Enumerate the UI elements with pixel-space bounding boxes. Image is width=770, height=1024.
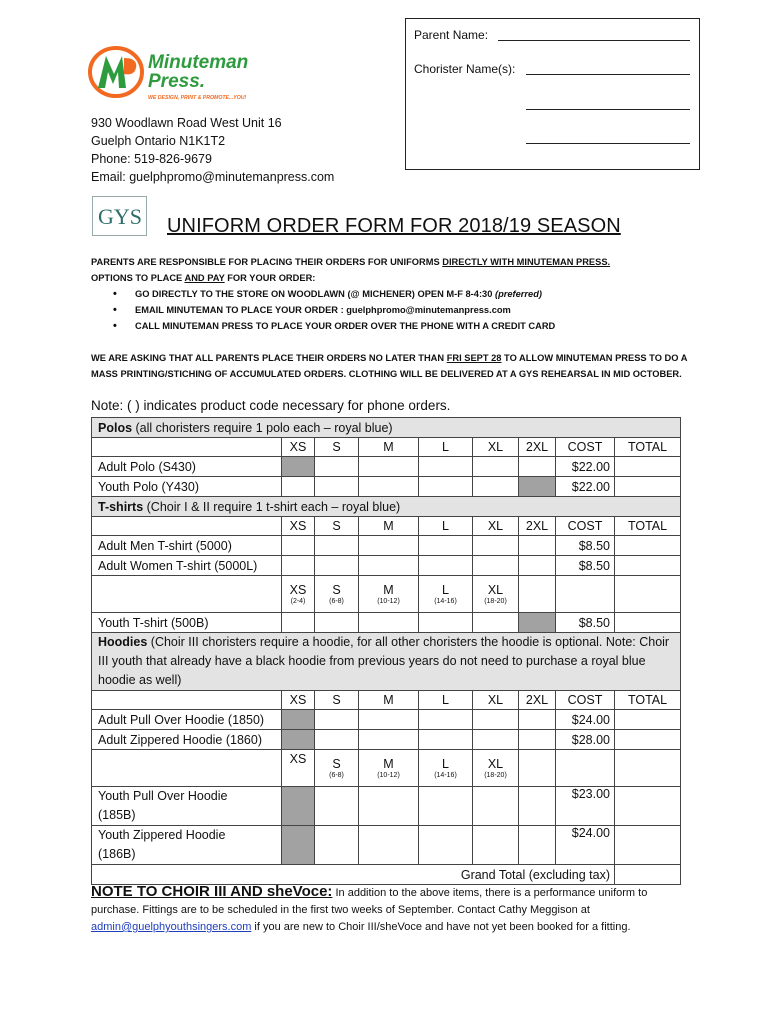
table-cell: M	[359, 517, 419, 536]
table-cell	[519, 750, 556, 787]
chorister-names-label: Chorister Name(s):	[414, 62, 516, 76]
table-cell[interactable]	[615, 710, 681, 730]
option-email: • EMAIL MINUTEMAN TO PLACE YOUR ORDER : guelphpromo@minutemanpress.com	[135, 302, 691, 318]
table-cell: Adult Pull Over Hoodie (1850)	[92, 710, 282, 730]
table-cell[interactable]	[359, 730, 419, 750]
table-cell: Youth Polo (Y430)	[92, 477, 282, 497]
table-cell[interactable]	[419, 457, 473, 477]
table-cell[interactable]	[519, 730, 556, 750]
table-cell: TOTAL	[615, 438, 681, 457]
text: OPTIONS TO PLACE	[91, 273, 185, 283]
table-cell[interactable]	[615, 826, 681, 865]
page-title: UNIFORM ORDER FORM FOR 2018/19 SEASON	[167, 215, 621, 237]
table-cell: $22.00	[556, 457, 615, 477]
qty-cell-disabled	[282, 730, 315, 750]
polos-size-header	[92, 438, 681, 457]
table-cell: M	[359, 691, 419, 710]
parent-name-field[interactable]	[498, 28, 690, 41]
qty-cell-disabled	[282, 710, 315, 730]
minuteman-press-logo	[88, 44, 288, 102]
text: GO DIRECTLY TO THE STORE ON WOODLAWN (@ MICHENER) OPEN M-F 8-4:30	[135, 289, 495, 299]
table-cell[interactable]	[315, 556, 359, 576]
text: if you are new to Choir III/sheVoce and have not yet been booked for a fitting.	[251, 921, 631, 933]
contact-email-link[interactable]: admin@guelphyouthsingers.com	[91, 921, 252, 933]
text: AND PAY	[184, 273, 225, 283]
table-cell: $22.00	[556, 477, 615, 497]
table-cell[interactable]	[315, 710, 359, 730]
qty-cell-disabled	[519, 613, 556, 633]
table-cell[interactable]	[473, 787, 519, 826]
text: WE ARE ASKING THAT ALL PARENTS PLACE THEIR ORDERS NO LATER THAN	[91, 353, 447, 363]
table-cell[interactable]	[315, 613, 359, 633]
deadline-notice	[91, 350, 691, 382]
text: FRI SEPT 28	[446, 353, 502, 363]
table-cell[interactable]	[359, 556, 419, 576]
choir-iii-note	[91, 883, 691, 936]
table-cell: $24.00	[556, 710, 615, 730]
table-cell: Adult Polo (S430)	[92, 457, 282, 477]
table-cell: $8.50	[556, 536, 615, 556]
table-cell: S (6-8)	[315, 576, 359, 613]
text: In addition to the above items, there is a performance uniform to purchase. Fittings are to be scheduled in the first two weeks of September. Contact Cathy Meggison at	[91, 887, 648, 916]
table-cell: M (10-12)	[359, 576, 419, 613]
chorister-name-field-1[interactable]	[526, 62, 690, 75]
table-cell[interactable]	[615, 477, 681, 497]
parent-name-label: Parent Name:	[414, 28, 489, 42]
ordering-instructions	[91, 254, 691, 334]
table-cell: XS	[282, 517, 315, 536]
table-cell[interactable]	[419, 556, 473, 576]
table-cell[interactable]	[282, 556, 315, 576]
table-cell: XL (18-20)	[473, 576, 519, 613]
table-cell[interactable]	[615, 556, 681, 576]
table-cell[interactable]	[419, 787, 473, 826]
table-cell[interactable]	[282, 613, 315, 633]
table-cell[interactable]	[473, 477, 519, 497]
table-cell: Hoodies (Choir III choristers require a hoodie, for all other choristers the hoodie is optional. Note: Choir III youth that already have a black hoodie from previous years do not need to purchase a royal blue hoodie as well)	[92, 633, 681, 691]
table-cell: TOTAL	[615, 517, 681, 536]
table-cell	[615, 750, 681, 787]
hoodies-size-header	[92, 691, 681, 710]
table-cell[interactable]	[519, 556, 556, 576]
text: Press.	[148, 71, 206, 92]
grand-total-label: Grand Total (excluding tax)	[92, 865, 615, 885]
table-cell: TOTAL	[615, 691, 681, 710]
table-cell: XS (2-4)	[282, 576, 315, 613]
qty-cell-disabled	[282, 457, 315, 477]
youth-tshirt-size-header	[92, 576, 681, 613]
table-cell: L (14-16)	[419, 750, 473, 787]
chorister-name-field-2[interactable]	[526, 97, 690, 110]
table-cell: XL (18-20)	[473, 750, 519, 787]
table-cell: L (14-16)	[419, 576, 473, 613]
table-cell[interactable]	[315, 787, 359, 826]
text: WE DESIGN, PRINT & PROMOTE...YOU!	[148, 95, 247, 101]
product-code-note: Note: ( ) indicates product code necessary for phone orders.	[91, 398, 451, 413]
store-email: Email: guelphpromo@minutemanpress.com	[91, 170, 335, 184]
table-cell[interactable]	[419, 826, 473, 865]
option-store	[135, 286, 691, 302]
text: GYS	[98, 204, 143, 229]
table-row	[92, 730, 681, 750]
option-phone: • CALL MINUTEMAN PRESS TO PLACE YOUR ORDER OVER THE PHONE WITH A CREDIT CARD	[135, 318, 691, 334]
table-cell[interactable]	[315, 536, 359, 556]
table-cell: COST	[556, 438, 615, 457]
table-cell[interactable]	[359, 477, 419, 497]
youth-hoodie-size-header	[92, 750, 681, 787]
table-cell[interactable]	[473, 536, 519, 556]
table-cell: S	[315, 691, 359, 710]
table-cell: L	[419, 517, 473, 536]
parent-info-box	[405, 18, 700, 170]
table-cell: Youth T-shirt (500B)	[92, 613, 282, 633]
table-cell: COST	[556, 691, 615, 710]
table-cell[interactable]	[473, 710, 519, 730]
table-cell[interactable]	[615, 613, 681, 633]
table-cell[interactable]	[419, 710, 473, 730]
store-address	[91, 114, 334, 186]
table-cell[interactable]	[519, 457, 556, 477]
table-cell: S (6-8)	[315, 750, 359, 787]
text: (preferred)	[494, 289, 542, 299]
table-cell: 2XL	[519, 438, 556, 457]
qty-cell-disabled	[282, 787, 315, 826]
choir-note-heading: NOTE TO CHOIR III AND sheVoce:	[91, 883, 333, 900]
table-cell: $28.00	[556, 730, 615, 750]
table-cell[interactable]	[615, 730, 681, 750]
table-cell[interactable]	[519, 826, 556, 865]
table-cell[interactable]	[615, 787, 681, 826]
text: Minuteman	[148, 52, 249, 73]
table-cell	[615, 576, 681, 613]
table-cell[interactable]	[419, 730, 473, 750]
address-line-2: Guelph Ontario N1K1T2	[91, 134, 226, 148]
text: PARENTS ARE RESPONSIBLE FOR PLACING THEIR ORDERS FOR UNIFORMS	[91, 257, 443, 267]
table-cell: M (10-12)	[359, 750, 419, 787]
address-line-1: 930 Woodlawn Road West Unit 16	[91, 116, 282, 130]
table-cell[interactable]	[359, 536, 419, 556]
table-cell: XL	[473, 691, 519, 710]
table-cell[interactable]	[473, 613, 519, 633]
table-cell[interactable]	[473, 826, 519, 865]
tshirts-section-header	[92, 497, 681, 517]
table-row	[92, 613, 681, 633]
table-cell[interactable]	[315, 457, 359, 477]
table-cell: XL	[473, 517, 519, 536]
table-cell	[92, 750, 282, 787]
table-cell[interactable]	[419, 536, 473, 556]
table-cell[interactable]	[282, 477, 315, 497]
qty-cell-disabled	[282, 826, 315, 865]
table-row	[92, 457, 681, 477]
table-cell: Polos (all choristers require 1 polo each – royal blue)	[92, 418, 681, 438]
table-cell	[92, 576, 282, 613]
table-cell: $8.50	[556, 556, 615, 576]
table-cell[interactable]	[473, 457, 519, 477]
table-cell[interactable]	[615, 457, 681, 477]
text: TO ALLOW MINUTEMAN PRESS TO DO A MASS PRINTING/STICHING OF ACCUMULATED ORDERS. CLOTHING WILL BE DELIVERED AT A GYS REHEARSAL IN MID OCTOBER.	[91, 353, 688, 379]
table-cell[interactable]	[359, 787, 419, 826]
hoodies-section-header	[92, 633, 681, 691]
table-cell: Adult Men T-shirt (5000)	[92, 536, 282, 556]
table-cell[interactable]	[419, 613, 473, 633]
table-cell[interactable]	[359, 826, 419, 865]
table-cell	[92, 438, 282, 457]
table-cell[interactable]	[615, 536, 681, 556]
table-cell: $24.00	[556, 826, 615, 865]
table-cell: XS	[282, 691, 315, 710]
grand-total-field[interactable]	[615, 865, 681, 885]
table-cell: L	[419, 438, 473, 457]
table-cell[interactable]	[419, 477, 473, 497]
table-cell: 2XL	[519, 517, 556, 536]
table-cell: 2XL	[519, 691, 556, 710]
table-row	[92, 556, 681, 576]
table-cell	[519, 576, 556, 613]
order-table	[91, 417, 681, 885]
table-row	[92, 477, 681, 497]
table-cell[interactable]	[519, 536, 556, 556]
table-cell: S	[315, 517, 359, 536]
table-cell	[92, 517, 282, 536]
polos-section-header	[92, 418, 681, 438]
table-cell[interactable]	[359, 457, 419, 477]
table-cell: L	[419, 691, 473, 710]
table-cell	[556, 750, 615, 787]
text: FOR YOUR ORDER:	[224, 273, 316, 283]
table-cell[interactable]	[519, 787, 556, 826]
table-cell[interactable]	[519, 710, 556, 730]
table-cell[interactable]	[315, 730, 359, 750]
table-cell[interactable]	[359, 613, 419, 633]
table-cell[interactable]	[473, 556, 519, 576]
table-cell: XS	[282, 750, 315, 787]
table-cell: S	[315, 438, 359, 457]
table-cell: COST	[556, 517, 615, 536]
table-cell[interactable]	[473, 730, 519, 750]
text: DIRECTLY WITH MINUTEMAN PRESS.	[442, 257, 611, 267]
table-cell	[92, 691, 282, 710]
table-cell: $23.00	[556, 787, 615, 826]
table-cell: XS	[282, 438, 315, 457]
table-cell[interactable]	[359, 710, 419, 730]
table-row	[92, 710, 681, 730]
gys-logo	[92, 196, 147, 236]
qty-cell-disabled	[519, 477, 556, 497]
table-cell: XL	[473, 438, 519, 457]
table-cell: M	[359, 438, 419, 457]
table-row	[92, 826, 681, 865]
table-cell: Youth Zippered Hoodie (186B)	[92, 826, 282, 865]
table-cell[interactable]	[315, 477, 359, 497]
table-cell[interactable]	[282, 536, 315, 556]
grand-total-row	[92, 865, 681, 885]
table-cell: $8.50	[556, 613, 615, 633]
tshirts-size-header	[92, 517, 681, 536]
table-row	[92, 787, 681, 826]
table-cell: Adult Women T-shirt (5000L)	[92, 556, 282, 576]
table-cell: Adult Zippered Hoodie (1860)	[92, 730, 282, 750]
table-cell: Youth Pull Over Hoodie (185B)	[92, 787, 282, 826]
store-phone: Phone: 519-826-9679	[91, 152, 212, 166]
table-cell[interactable]	[315, 826, 359, 865]
table-row	[92, 536, 681, 556]
chorister-name-field-3[interactable]	[526, 131, 690, 144]
table-cell: T-shirts (Choir I & II require 1 t-shirt each – royal blue)	[92, 497, 681, 517]
table-cell	[556, 576, 615, 613]
